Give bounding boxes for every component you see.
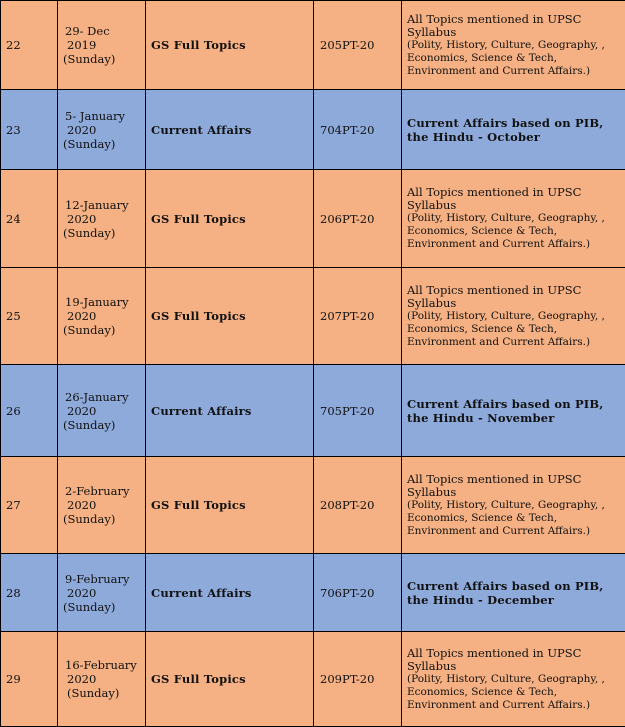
test-code: 209PT-20 [314,632,402,727]
test-code: 706PT-20 [314,554,402,632]
date-day: 2-February [63,484,140,498]
date-year: 2020 [63,404,140,418]
date-weekday: (Sunday) [63,600,140,614]
date-year: 2020 [63,498,140,512]
row-number: 26 [1,365,58,457]
test-code: 206PT-20 [314,170,402,268]
description-title: Current Affairs based on PIB, the Hindu - October [407,116,622,144]
description-detail: (Polity, History, Culture, Geography, , Economics, Science & Tech, Environment and Current Affairs.) [407,310,622,349]
description-title: Current Affairs based on PIB, the Hindu - December [407,579,622,607]
date-day: 19-January [63,295,140,309]
test-date [58,90,146,170]
table-row [1,632,625,727]
test-subject: GS Full Topics [146,632,314,727]
test-subject: GS Full Topics [146,1,314,90]
description-detail: (Polity, History, Culture, Geography, , Economics, Science & Tech, Environment and Current Affairs.) [407,212,622,251]
description-detail: (Polity, History, Culture, Geography, , Economics, Science & Tech, Environment and Current Affairs.) [407,673,622,712]
table-row [1,365,625,457]
test-code: 207PT-20 [314,268,402,365]
row-number: 29 [1,632,58,727]
test-date [58,1,146,90]
row-number: 25 [1,268,58,365]
test-date [58,457,146,554]
description-title: All Topics mentioned in UPSC Syllabus [407,284,622,310]
date-weekday: (Sunday) [63,512,140,526]
date-year: 2020 [63,586,140,600]
date-day: 16-February [63,658,140,672]
row-number: 27 [1,457,58,554]
description-title: All Topics mentioned in UPSC Syllabus [407,186,622,212]
date-day: 12-January [63,198,140,212]
description-title: All Topics mentioned in UPSC Syllabus [407,473,622,499]
date-weekday: (Sunday) [63,418,140,432]
table-row [1,1,625,90]
test-description [402,632,625,727]
test-date [58,632,146,727]
date-year: 2020 [63,672,140,686]
description-title: All Topics mentioned in UPSC Syllabus [407,647,622,673]
test-subject: GS Full Topics [146,268,314,365]
row-number: 28 [1,554,58,632]
test-description [402,268,625,365]
test-description [402,554,625,632]
test-date [58,268,146,365]
test-description [402,365,625,457]
date-year: 2020 [63,212,140,226]
date-weekday: (Sunday) [63,52,140,66]
row-number: 22 [1,1,58,90]
test-description [402,1,625,90]
test-date [58,554,146,632]
description-detail: (Polity, History, Culture, Geography, , Economics, Science & Tech, Environment and Current Affairs.) [407,39,622,78]
description-title: All Topics mentioned in UPSC Syllabus [407,13,622,39]
date-day: 26-January [63,390,140,404]
description-title: Current Affairs based on PIB, the Hindu - November [407,397,622,425]
table-row [1,90,625,170]
table-row [1,457,625,554]
date-day: 5- January [63,109,140,123]
date-weekday: (Sunday) [63,137,140,151]
test-subject: GS Full Topics [146,170,314,268]
test-code: 704PT-20 [314,90,402,170]
test-description [402,457,625,554]
row-number: 24 [1,170,58,268]
test-code: 705PT-20 [314,365,402,457]
date-weekday: (Sunday) [63,686,140,700]
date-weekday: (Sunday) [63,226,140,240]
date-day: 29- Dec [63,24,140,38]
table-row [1,268,625,365]
date-year: 2020 [63,309,140,323]
date-weekday: (Sunday) [63,323,140,337]
date-day: 9-February [63,572,140,586]
test-subject: Current Affairs [146,554,314,632]
table-row [1,170,625,268]
test-code: 205PT-20 [314,1,402,90]
test-code: 208PT-20 [314,457,402,554]
table-row [1,554,625,632]
test-date [58,170,146,268]
date-year: 2019 [63,38,140,52]
test-date [58,365,146,457]
row-number: 23 [1,90,58,170]
test-description [402,90,625,170]
test-description [402,170,625,268]
test-subject: Current Affairs [146,365,314,457]
description-detail: (Polity, History, Culture, Geography, , Economics, Science & Tech, Environment and Current Affairs.) [407,499,622,538]
test-subject: GS Full Topics [146,457,314,554]
test-subject: Current Affairs [146,90,314,170]
date-year: 2020 [63,123,140,137]
